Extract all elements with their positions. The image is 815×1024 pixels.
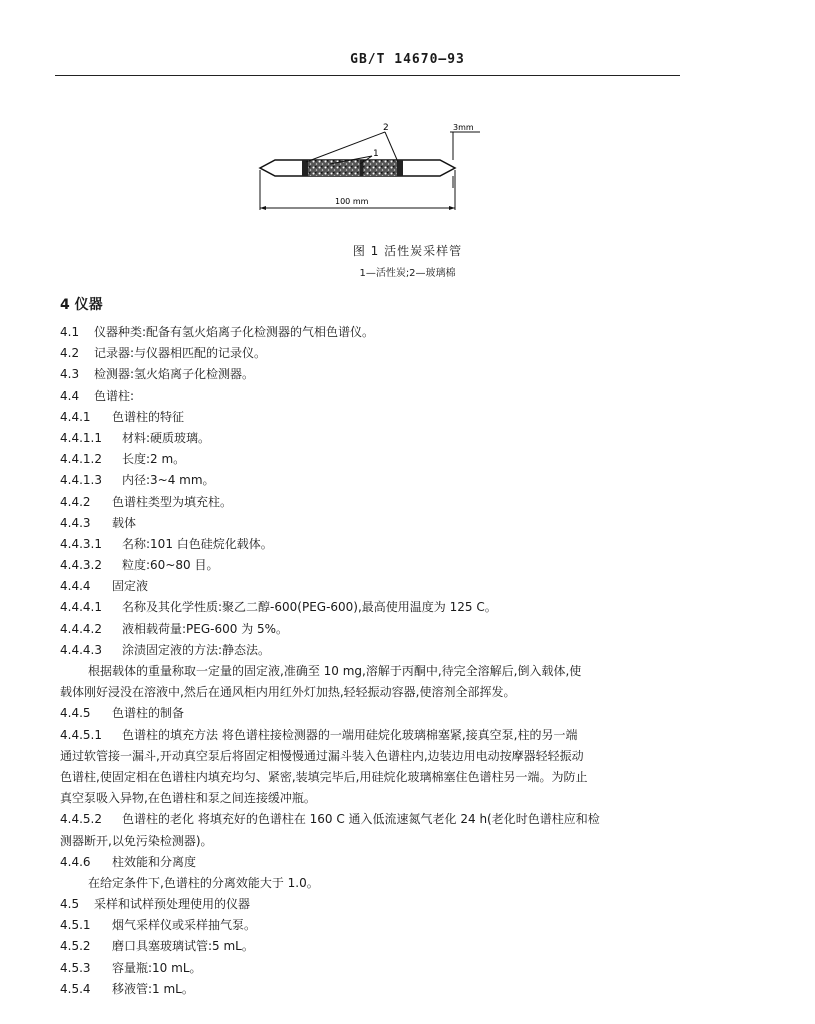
clause-text: 色谱柱的老化 将填充好的色谱柱在 160 C 通入低流速氮气老化 24 h(老化时色谱柱应和检 <box>122 812 600 827</box>
text-line <box>60 936 690 957</box>
page-header: GB/T 14670—93 <box>350 52 465 67</box>
text-line <box>60 852 690 873</box>
clause-text: 色谱柱的制备 <box>112 706 185 721</box>
clause-text: 仪器种类:配备有氢火焰离子化检测器的气相色谱仪。 <box>94 325 375 339</box>
clause-number: 4.4 <box>60 388 80 403</box>
clause-text: 名称:101 白色硅烷化载体。 <box>122 536 273 551</box>
clause-text: 长度:2 m。 <box>122 452 186 467</box>
text-line <box>60 958 690 979</box>
clause-text: 烟气采样仪或采样抽气泵。 <box>112 918 257 933</box>
clause-number: 4.4.4.1 <box>60 600 102 615</box>
clause-number: 4.4.4.2 <box>60 621 102 636</box>
clause-text: 根据载体的重量称取一定量的固定液,准确至 10 mg,溶解于丙酮中,待完全溶解后,倒入载体,使 <box>88 664 582 678</box>
clause-number: 4.2 <box>60 346 80 361</box>
clause-number: 4.5.4 <box>60 981 91 996</box>
text-line <box>60 576 690 597</box>
text-line <box>60 746 690 767</box>
clause-text: 色谱柱类型为填充柱。 <box>112 494 233 509</box>
clause-text: 采样和试样预处理使用的仪器 <box>94 897 251 912</box>
header-rule <box>55 75 680 76</box>
clause-text: 测器断开,以免污染检测器)。 <box>60 833 213 848</box>
activated-carbon <box>308 160 397 176</box>
clause-number: 4.4.4.3 <box>60 642 102 657</box>
body-text <box>60 322 690 1000</box>
clause-number: 4.4.1.1 <box>60 430 102 445</box>
clause-text: 涂渍固定液的方法:静态法。 <box>122 642 271 657</box>
text-line <box>60 725 690 746</box>
clause-text: 载体 <box>112 515 137 530</box>
text-line <box>60 703 690 724</box>
clause-number: 4.4.3 <box>60 515 91 530</box>
text-line <box>60 767 690 788</box>
clause-text: 真空泵吸入异物,在色谱柱和泵之间连接缓冲瓶。 <box>60 791 316 806</box>
clause-text: 在给定条件下,色谱柱的分离效能大于 1.0。 <box>88 875 319 890</box>
text-line <box>60 894 690 915</box>
text-line <box>60 597 690 618</box>
text-line <box>60 831 690 852</box>
text-line <box>60 386 690 407</box>
clause-number: 4.5.2 <box>60 939 91 954</box>
clause-text: 检测器:氢火焰离子化检测器。 <box>94 367 255 382</box>
clause-number: 4.4.6 <box>60 854 91 869</box>
clause-text: 固定液 <box>112 579 149 594</box>
text-line <box>60 873 690 894</box>
glass-wool-right <box>397 160 403 176</box>
label-3mm: 3mm <box>453 123 474 132</box>
text-line <box>60 428 690 449</box>
text-line <box>60 513 690 534</box>
clause-text: 色谱柱,使固定相在色谱柱内填充均匀、紧密,装填完毕后,用硅烷化玻璃棉塞住色谱柱另一端。为防止 <box>60 769 588 784</box>
text-line <box>60 915 690 936</box>
clause-number: 4.4.3.1 <box>60 536 102 551</box>
text-line <box>60 555 690 576</box>
clause-text: 色谱柱: <box>94 388 135 403</box>
text-line <box>60 682 690 703</box>
clause-text: 液相载荷量:PEG-600 为 5%。 <box>122 621 289 636</box>
clause-number: 4.4.5.1 <box>60 727 102 742</box>
clause-text: 容量瓶:10 mL。 <box>112 960 202 975</box>
clause-text: 材料:硬质玻璃。 <box>122 430 211 445</box>
clause-number: 4.4.1 <box>60 409 91 424</box>
clause-text: 柱效能和分离度 <box>112 854 197 869</box>
clause-text: 记录器:与仪器相匹配的记录仪。 <box>94 346 267 361</box>
clause-number: 4.5.3 <box>60 960 91 975</box>
label-1: 1 <box>373 149 379 159</box>
text-line <box>60 809 690 830</box>
text-line <box>60 470 690 491</box>
clause-number: 4.5.1 <box>60 918 91 933</box>
text-line <box>60 661 690 682</box>
sampling-tube-figure <box>240 118 500 218</box>
clause-text: 磨口具塞玻璃试管:5 mL。 <box>112 939 254 954</box>
section-title: 4 仪器 <box>60 297 103 313</box>
glass-wool-left <box>302 160 308 176</box>
figure-legend: 1—活性炭;2—玻璃棉 <box>359 268 456 279</box>
text-line <box>60 449 690 470</box>
text-line <box>60 407 690 428</box>
clause-number: 4.4.2 <box>60 494 91 509</box>
figure-caption: 图 1 活性炭采样管 <box>352 244 463 258</box>
clause-text: 色谱柱的填充方法 将色谱柱接检测器的一端用硅烷化玻璃棉塞紧,接真空泵,柱的另一端 <box>122 727 578 742</box>
clause-number: 4.4.5 <box>60 706 91 721</box>
text-line <box>60 534 690 555</box>
text-line <box>60 343 690 364</box>
clause-number: 4.3 <box>60 367 80 382</box>
text-line <box>60 619 690 640</box>
clause-number: 4.4.5.2 <box>60 812 102 827</box>
clause-number: 4.4.1.3 <box>60 473 102 488</box>
clause-text: 通过软管接一漏斗,开动真空泵后将固定相慢慢通过漏斗装入色谱柱内,边装边用电动按摩器轻轻振动 <box>60 748 584 763</box>
text-line <box>60 640 690 661</box>
text-line <box>60 788 690 809</box>
text-line <box>60 364 690 385</box>
clause-text: 载体刚好浸没在溶液中,然后在通风柜内用红外灯加热,轻轻振动容器,使溶剂全部挥发。 <box>60 685 516 700</box>
clause-number: 4.4.4 <box>60 579 91 594</box>
text-line <box>60 322 690 343</box>
clause-number: 4.1 <box>60 325 80 339</box>
clause-text: 名称及其化学性质:聚乙二醇-600(PEG-600),最高使用温度为 125 C。 <box>122 600 497 615</box>
text-line <box>60 492 690 513</box>
clause-text: 内径:3~4 mm。 <box>122 473 215 488</box>
label-length: 100 mm <box>335 197 369 206</box>
clause-text: 移液管:1 mL。 <box>112 981 194 996</box>
clause-number: 4.4.3.2 <box>60 558 102 573</box>
text-line <box>60 979 690 1000</box>
clause-number: 4.5 <box>60 897 80 912</box>
clause-text: 色谱柱的特征 <box>112 409 185 424</box>
clause-text: 粒度:60~80 目。 <box>122 558 219 573</box>
clause-number: 4.4.1.2 <box>60 452 102 467</box>
label-2: 2 <box>383 123 389 133</box>
